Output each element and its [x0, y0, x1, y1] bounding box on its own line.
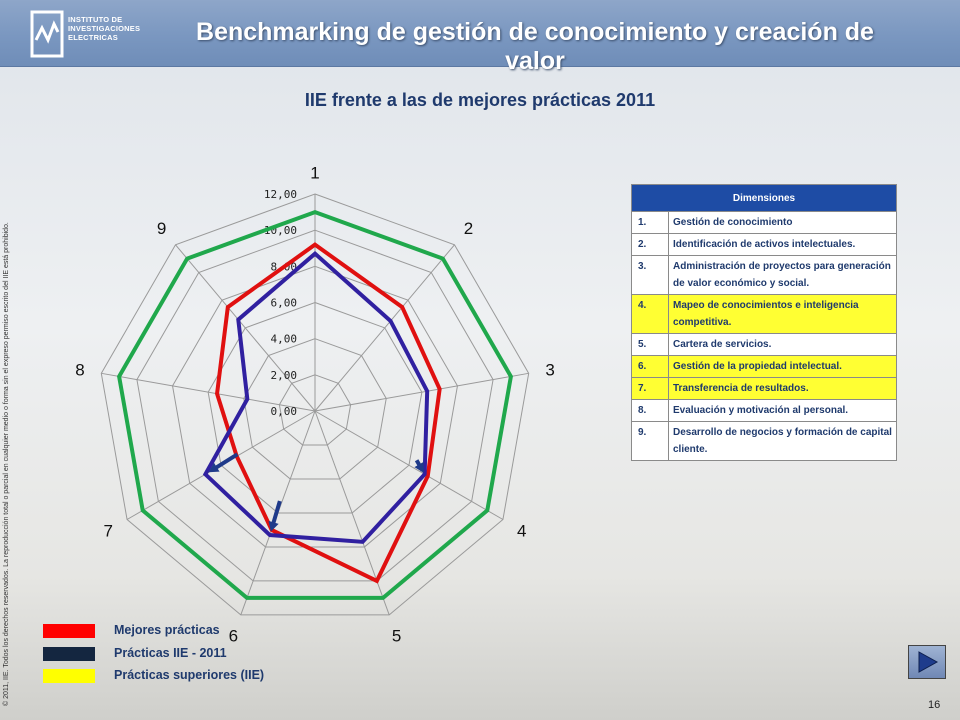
slide-subtitle: IIE frente a las de mejores prácticas 2011: [304, 90, 656, 110]
tick-label: 10,00: [263, 224, 297, 238]
category-label: 2: [463, 219, 474, 239]
dimension-number: 1.: [632, 212, 669, 234]
dimension-text: Identificación de activos intelectuales.: [669, 234, 897, 256]
copyright-notice: © 2011, IIE. Todos los derechos reservados. La reproducción total o parcial en cualquier medio o forma sin el expreso permiso escrito del IIE está prohibido.: [3, 222, 10, 706]
dimension-row: [632, 334, 897, 356]
category-label: 6: [228, 626, 239, 646]
dimension-row: [632, 234, 897, 256]
category-label: 8: [75, 360, 85, 380]
dimension-number: 7.: [632, 378, 669, 400]
category-label: 9: [156, 219, 167, 239]
dimension-number: 2.: [632, 234, 669, 256]
category-label: 4: [516, 521, 527, 541]
dimension-row: [632, 422, 897, 461]
dimension-text: Mapeo de conocimientos e inteligencia competitiva.: [669, 295, 897, 334]
dimension-text: Evaluación y motivación al personal.: [669, 400, 897, 422]
tick-label: 12,00: [263, 188, 297, 201]
dimension-text: Cartera de servicios.: [669, 334, 897, 356]
dimension-text: Gestión de conocimiento: [669, 212, 897, 234]
play-arrow-icon: [909, 646, 945, 678]
tick-label: 4,00: [270, 332, 297, 346]
dimension-number: 5.: [632, 334, 669, 356]
next-slide-button[interactable]: [908, 645, 946, 679]
dimension-number: 4.: [632, 295, 669, 334]
dimensions-header: Dimensiones: [632, 185, 897, 212]
legend-swatch-red: [43, 624, 95, 638]
legend-swatch-yellow: [43, 669, 95, 683]
dimension-row: [632, 378, 897, 400]
legend-swatch-navy: [43, 647, 95, 661]
legend-label: Mejores prácticas: [114, 623, 220, 637]
dimensions-table: [631, 184, 897, 461]
legend-label: Prácticas superiores (IIE): [114, 668, 265, 682]
dimension-number: 3.: [632, 256, 669, 295]
dimension-number: 9.: [632, 422, 669, 461]
dimension-text: Administración de proyectos para generación de valor económico y social.: [669, 256, 897, 295]
dimension-text: Gestión de la propiedad intelectual.: [669, 356, 897, 378]
dimension-number: 6.: [632, 356, 669, 378]
category-label: 1: [310, 163, 320, 183]
series-line: [217, 245, 440, 581]
page-title: Benchmarking de gestión de conocimiento y creación de valor: [196, 18, 874, 75]
tick-label: 2,00: [270, 368, 297, 382]
tick-label: 0,00: [270, 405, 297, 418]
dimension-row: [632, 356, 897, 378]
tick-label: 6,00: [270, 296, 297, 310]
dimension-number: 8.: [632, 400, 669, 422]
tick-label: 8,00: [270, 260, 297, 274]
category-label: 3: [545, 360, 555, 380]
dimension-row: [632, 212, 897, 234]
legend-label: Prácticas IIE - 2011: [114, 646, 227, 660]
category-label: 7: [103, 521, 114, 541]
category-label: 5: [391, 626, 402, 646]
dimension-row: [632, 295, 897, 334]
dimension-row: [632, 256, 897, 295]
dimension-text: Desarrollo de negocios y formación de capital cliente.: [669, 422, 897, 461]
grid-spoke: [315, 411, 503, 520]
dimension-text: Transferencia de resultados.: [669, 378, 897, 400]
logo-text: INSTITUTO DE INVESTIGACIONES ELECTRICAS: [68, 15, 141, 42]
dimension-row: [632, 400, 897, 422]
page-number: 16: [928, 699, 941, 711]
